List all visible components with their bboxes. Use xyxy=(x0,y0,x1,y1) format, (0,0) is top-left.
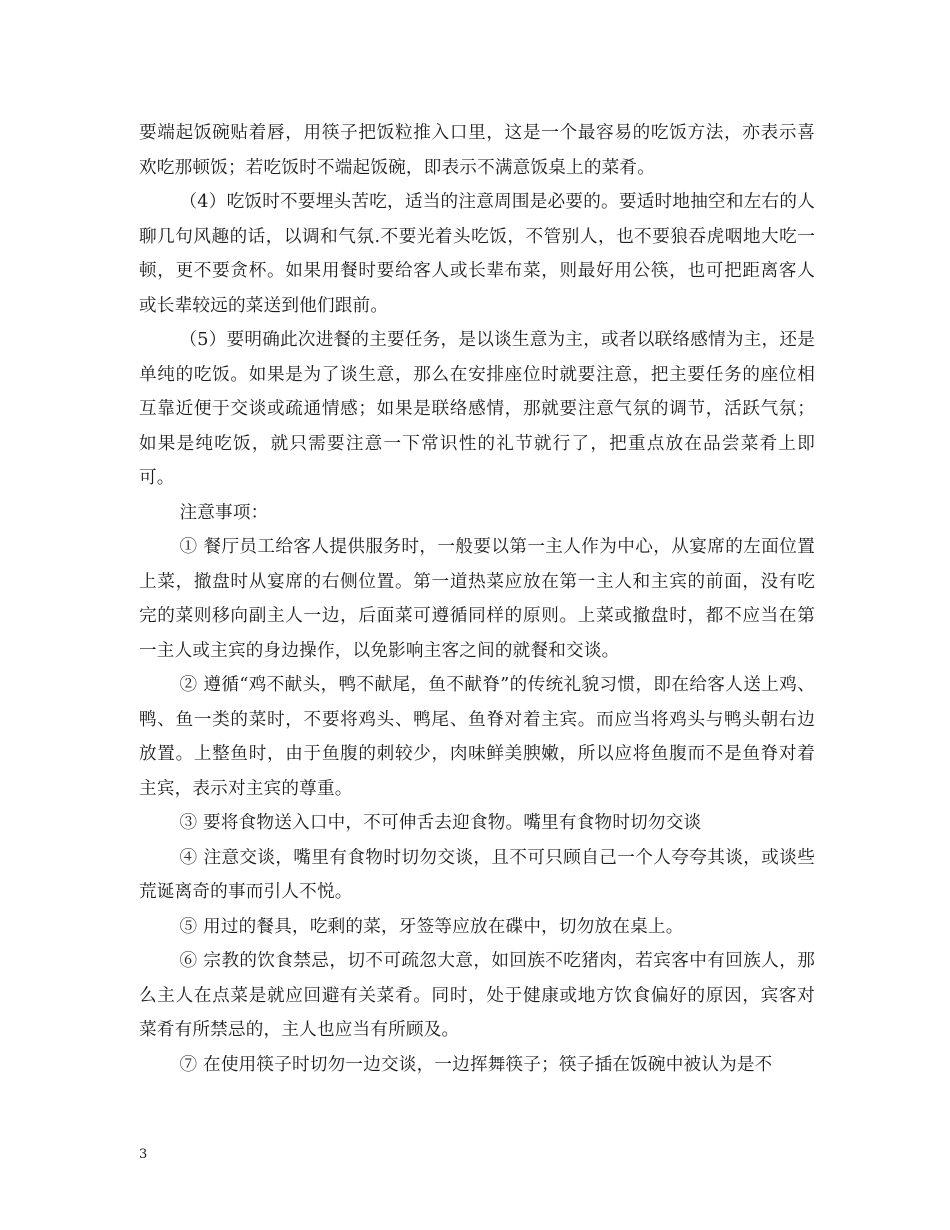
note-item-5: ⑤ 用过的餐具，吃剩的菜，牙签等应放在碟中，切勿放在桌上。 xyxy=(179,916,684,937)
paragraph-item-4: （4）吃饭时不要埋头苦吃，适当的注意周围是必要的。要适时地抽空和左右的人聊几句风趣的话，以调和气氛.不要光着头吃饭，不管别人，也不要狼吞虎咽地大吃一顿，更不要贪杯。如果用餐时要给客人或长辈布菜，则最好用公筷，也可把距离客人或长辈较远的菜送到他们跟前。 xyxy=(139,192,815,316)
note-item-6: ⑥ 宗教的饮食禁忌，切不可疏忽大意，如回族不吃猪肉，若宾客中有回族人，那么主人在点菜是就应回避有关菜肴。同时，处于健康或地方饮食偏好的原因，宾客对菜肴有所禁忌的，主人也应当有所顾及。 xyxy=(139,951,815,1040)
note-item-2: ② 遵循“鸡不献头，鸭不献尾，鱼不献脊”的传统礼貌习惯，即在给客人送上鸡、鸭、鱼一类的菜时，不要将鸡头、鸭尾、鱼脊对着主宾。而应当将鸡头与鸭头朝右边放置。上整鱼时，由于鱼腹的刺较少，肉味鲜美腴嫩，所以应将鱼腹而不是鱼脊对着主宾，表示对主宾的尊重。 xyxy=(139,675,815,799)
note-item-1: ① 餐厅员工给客人提供服务时，一般要以第一主人作为中心，从宴席的左面位置上菜，撤盘时从宴席的右侧位置。第一道热菜应放在第一主人和主宾的前面，没有吃完的菜则移向副主人一边，后面菜可遵循同样的原则。上菜或撤盘时，都不应当在第一主人或主宾的身边操作，以免影响主客之间的就餐和交谈。 xyxy=(139,537,815,661)
note-item-7: ⑦ 在使用筷子时切勿一边交谈，一边挥舞筷子；筷子插在饭碗中被认为是不 xyxy=(179,1054,773,1075)
paragraph-continuation: 要端起饭碗贴着唇，用筷子把饭粒推入口里，这是一个最容易的吃饭方法，亦表示喜欢吃那顿饭；若吃饭时不端起饭碗，即表示不满意饭桌上的菜肴。 xyxy=(139,123,815,178)
page-number: 3 xyxy=(139,1147,148,1162)
notes-heading: 注意事项： xyxy=(179,502,269,523)
note-item-4: ④ 注意交谈，嘴里有食物时切勿交谈，且不可只顾自己一个人夸夸其谈，或谈些荒诞离奇的事而引人不悦。 xyxy=(139,847,815,902)
page-body xyxy=(139,116,815,1082)
paragraph-item-5: （5）要明确此次进餐的主要任务，是以谈生意为主，或者以联络感情为主，还是单纯的吃饭。如果是为了谈生意，那么在安排座位时就要注意，把主要任务的座位相互靠近便于交谈或疏通情感；如果是联络感情，那就要注意气氛的调节，活跃气氛；如果是纯吃饭，就只需要注意一下常识性的礼节就行了，把重点放在品尝菜肴上即可。 xyxy=(139,330,815,488)
note-item-3: ③ 要将食物送入口中，不可伸舌去迎食物。嘴里有食物时切勿交谈 xyxy=(179,813,702,833)
